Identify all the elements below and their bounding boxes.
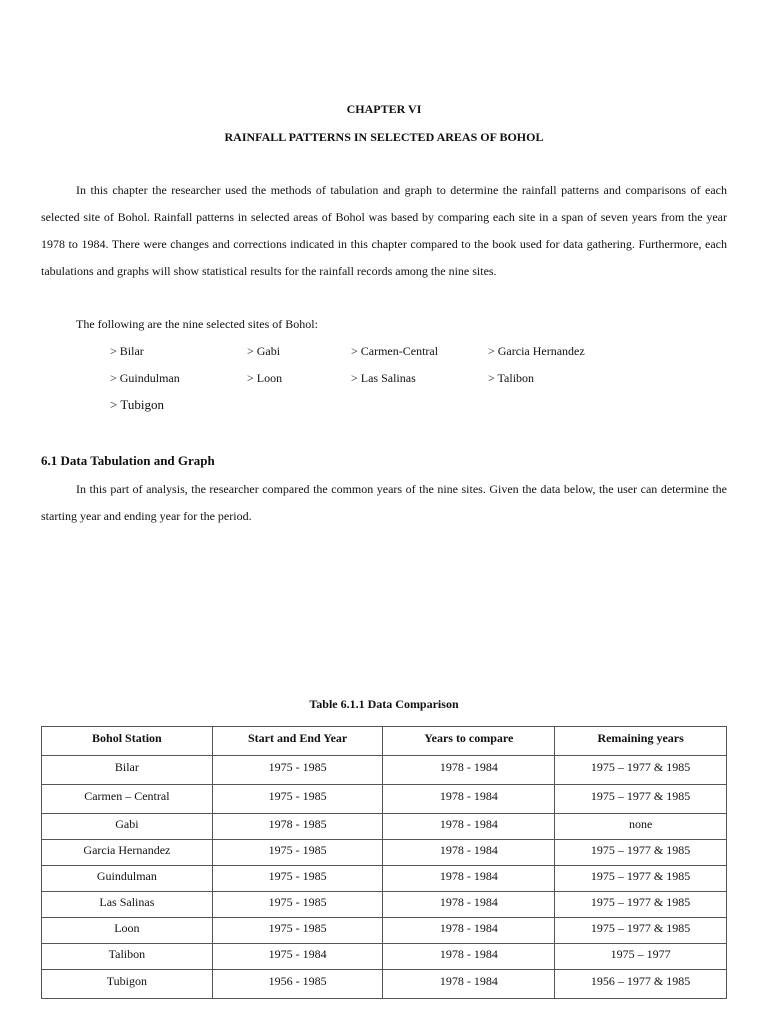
table-cell: 1978 - 1984 <box>383 892 555 918</box>
column-header: Remaining years <box>555 727 727 756</box>
table-cell: Carmen – Central <box>42 785 213 814</box>
table-cell: Gabi <box>42 814 213 840</box>
site-item: > Guindulman <box>110 371 180 385</box>
site-item: > Carmen-Central <box>351 344 439 358</box>
table-row <box>42 814 727 840</box>
section-heading: 6.1 Data Tabulation and Graph <box>41 453 215 468</box>
table-row <box>42 970 727 999</box>
table-cell: 1978 - 1984 <box>383 970 555 999</box>
table-row <box>42 944 727 970</box>
table-cell: 1975 - 1985 <box>212 892 383 918</box>
sites-intro: The following are the nine selected sites of Bohol: <box>76 317 318 331</box>
table-cell: 1975 - 1985 <box>212 866 383 892</box>
table-cell: Bilar <box>42 756 213 785</box>
table-cell: 1956 – 1977 & 1985 <box>555 970 727 999</box>
table-cell: 1978 - 1984 <box>383 756 555 785</box>
table-cell: 1975 – 1977 & 1985 <box>555 840 727 866</box>
table-cell: Guindulman <box>42 866 213 892</box>
site-item: > Garcia Hernandez <box>488 344 585 358</box>
table-cell: Las Salinas <box>42 892 213 918</box>
table-cell: 1978 - 1985 <box>212 814 383 840</box>
table-row <box>42 892 727 918</box>
table-row <box>42 866 727 892</box>
table-cell: 1975 – 1977 & 1985 <box>555 918 727 944</box>
table-cell: none <box>555 814 727 840</box>
site-item: > Bilar <box>110 344 144 358</box>
table-cell: 1956 - 1985 <box>212 970 383 999</box>
table-cell: 1978 - 1984 <box>383 840 555 866</box>
table-row <box>42 756 727 785</box>
table-cell: 1975 - 1985 <box>212 918 383 944</box>
table-cell: 1978 - 1984 <box>383 814 555 840</box>
table-cell: Garcia Hernandez <box>42 840 213 866</box>
site-item: > Las Salinas <box>351 371 416 385</box>
table-cell: 1975 - 1985 <box>212 756 383 785</box>
table-cell: 1975 – 1977 <box>555 944 727 970</box>
table-cell: 1978 - 1984 <box>383 785 555 814</box>
table-cell: 1975 - 1984 <box>212 944 383 970</box>
table-row <box>42 785 727 814</box>
table-cell: Talibon <box>42 944 213 970</box>
chapter-label: CHAPTER VI <box>346 102 422 116</box>
table-header-row <box>42 727 727 756</box>
column-header: Bohol Station <box>42 727 213 756</box>
section-paragraph: In this part of analysis, the researcher compared the common years of the nine sites. Given the data below, the user can determine the starting year and ending year for the period. <box>41 482 727 523</box>
table-cell: 1975 – 1977 & 1985 <box>555 785 727 814</box>
table-cell: 1978 - 1984 <box>383 944 555 970</box>
table-cell: 1975 - 1985 <box>212 840 383 866</box>
table-row <box>42 918 727 944</box>
table-cell: 1975 - 1985 <box>212 785 383 814</box>
table-cell: 1978 - 1984 <box>383 918 555 944</box>
chapter-title: RAINFALL PATTERNS IN SELECTED AREAS OF BOHOL <box>224 130 544 144</box>
table-cell: 1975 – 1977 & 1985 <box>555 756 727 785</box>
table-cell: 1975 – 1977 & 1985 <box>555 892 727 918</box>
table-row <box>42 840 727 866</box>
column-header: Start and End Year <box>212 727 383 756</box>
table-cell: Tubigon <box>42 970 213 999</box>
table-caption: Table 6.1.1 Data Comparison <box>309 697 459 711</box>
site-item: > Loon <box>247 371 283 385</box>
table-cell: 1978 - 1984 <box>383 866 555 892</box>
table-cell: 1975 – 1977 & 1985 <box>555 866 727 892</box>
site-item: > Gabi <box>247 344 281 358</box>
intro-paragraph: In this chapter the researcher used the methods of tabulation and graph to determine the rainfall patterns and comparisons of each selected site of Bohol. Rainfall patterns in selected areas of Bohol was based by comparing each site in a span of seven years from the year 1978 to 1984. There were changes and corrections indicated in this chapter compared to the book used for data gathering. Furthermore, each tabulations and graphs will show statistical results for the rainfall records among the nine sites. <box>41 183 727 278</box>
table-cell: Loon <box>42 918 213 944</box>
site-item: > Tubigon <box>110 397 164 412</box>
column-header: Years to compare <box>383 727 555 756</box>
site-item: > Talibon <box>488 371 535 385</box>
data-comparison-table <box>41 726 727 999</box>
